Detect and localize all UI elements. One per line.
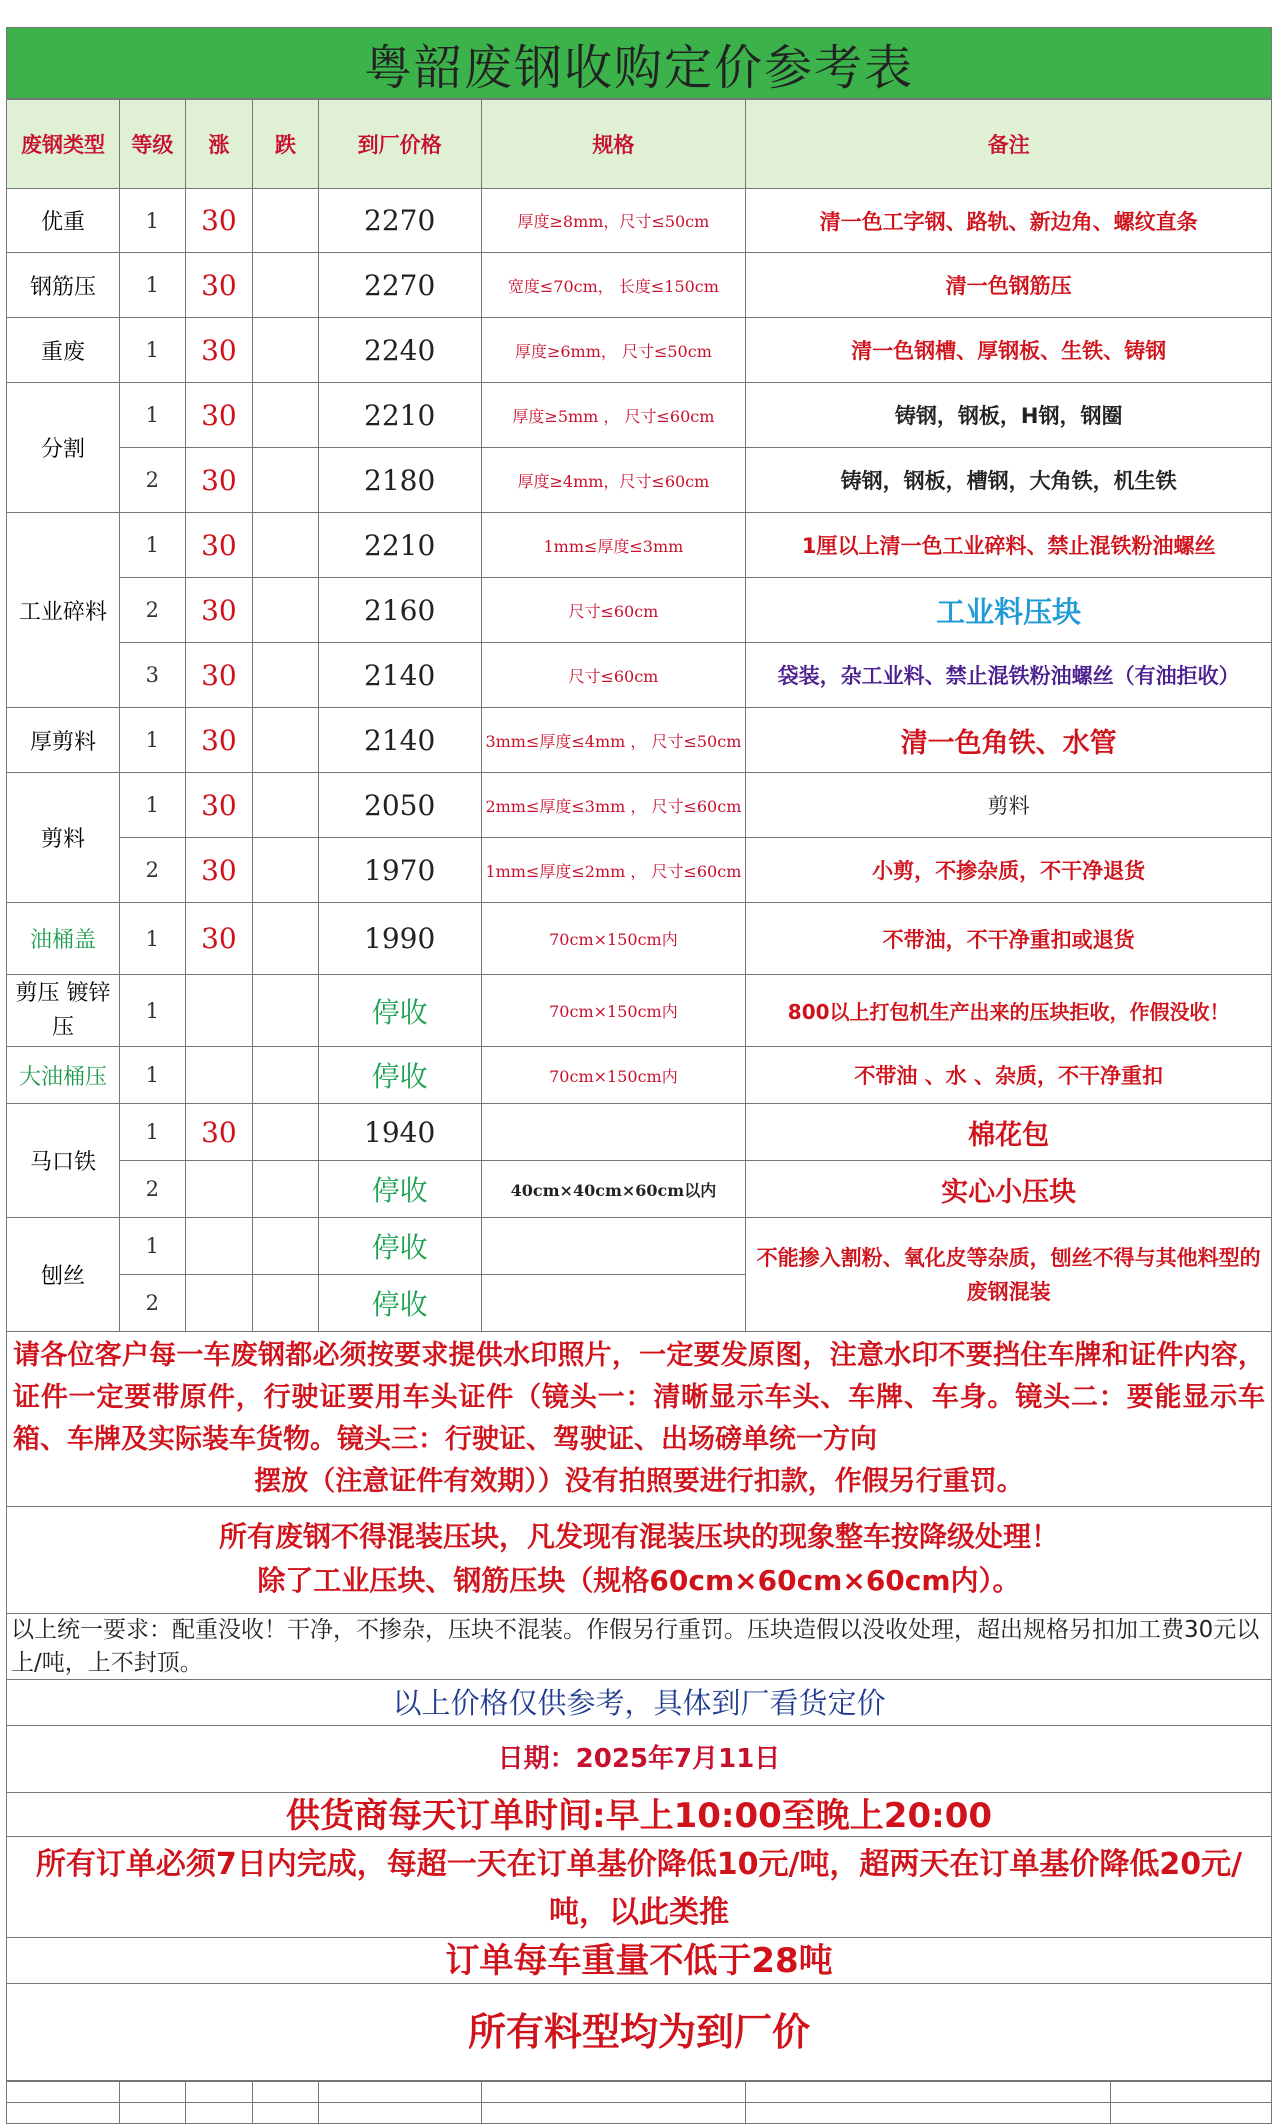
rise-cell: 30 xyxy=(185,578,252,643)
rise-cell: 30 xyxy=(185,643,252,708)
note-cell: 袋装，杂工业料、禁止混铁粉油螺丝（有油拒收） xyxy=(746,643,1272,708)
table-row xyxy=(7,189,1272,253)
table-row xyxy=(7,513,1272,578)
fall-cell xyxy=(252,189,318,253)
price-cell: 2210 xyxy=(318,383,481,448)
note-cell: 剪料 xyxy=(746,773,1272,838)
mixed-block-line1: 所有废钢不得混装压块，凡发现有混装压块的现象整车按降级处理！ xyxy=(218,1520,1059,1553)
rise-cell xyxy=(185,975,252,1047)
empty-row xyxy=(7,2082,1272,2103)
rise-cell: 30 xyxy=(185,383,252,448)
table-row xyxy=(7,318,1272,383)
grade-cell: 1 xyxy=(119,383,185,448)
type-cell: 大油桶压 xyxy=(7,1047,120,1104)
spec-cell: 宽度≤70cm， 长度≤150cm xyxy=(481,253,746,318)
header-rise: 涨 xyxy=(185,100,252,189)
grade-cell: 1 xyxy=(119,513,185,578)
rise-cell xyxy=(185,1275,252,1332)
grade-cell: 1 xyxy=(119,975,185,1047)
price-cell: 停收 xyxy=(318,1218,481,1275)
price-cell: 2210 xyxy=(318,513,481,578)
rise-cell xyxy=(185,1161,252,1218)
spec-cell: 70cm×150cm内 xyxy=(481,903,746,975)
note-cell: 棉花包 xyxy=(746,1104,1272,1161)
table-header-row xyxy=(7,100,1272,189)
rise-cell: 30 xyxy=(185,448,252,513)
price-reference-note: 以上价格仅供参考，具体到厂看货定价 xyxy=(6,1680,1272,1726)
price-table xyxy=(6,99,1272,1332)
watermark-notice-text: 请各位客户每一车废钢都必须按要求提供水印照片，一定要发原图，注意水印不要挡住车牌和证件内容，证件一定要带原件，行驶证要用车头证件（镜头一：清晰显示车头、车牌、车身。镜头二：要能显示车箱、车牌及实际装车货物。镜头三：行驶证、驾驶证、出场磅单统一方向 xyxy=(13,1340,1265,1455)
table-row xyxy=(7,643,1272,708)
type-cell: 厚剪料 xyxy=(7,708,120,773)
rise-cell: 30 xyxy=(185,708,252,773)
rise-cell: 30 xyxy=(185,189,252,253)
note-cell: 小剪，不掺杂质，不干净退货 xyxy=(746,838,1272,903)
price-sheet xyxy=(6,27,1272,2124)
spec-cell: 2mm≤厚度≤3mm ， 尺寸≤60cm xyxy=(481,773,746,838)
date-line: 日期：2025年7月11日 xyxy=(6,1726,1272,1793)
price-cell: 1940 xyxy=(318,1104,481,1161)
note-cell: 铸钢，钢板，H钢，钢圈 xyxy=(746,383,1272,448)
watermark-notice xyxy=(6,1332,1272,1507)
spec-cell: 40cm×40cm×60cm以内 xyxy=(481,1161,746,1218)
fall-cell xyxy=(252,383,318,448)
price-cell: 2140 xyxy=(318,643,481,708)
price-cell: 2160 xyxy=(318,578,481,643)
order-time: 供货商每天订单时间:早上10:00至晚上20:00 xyxy=(6,1793,1272,1837)
grade-cell: 3 xyxy=(119,643,185,708)
note-cell: 铸钢，钢板，槽钢，大角铁，机生铁 xyxy=(746,448,1272,513)
mixed-block-line2: 除了工业压块、钢筋压块（规格60cm×60cm×60cm内）。 xyxy=(257,1564,1021,1597)
grade-cell: 1 xyxy=(119,903,185,975)
note-cell: 不带油 、水 、杂质，不干净重扣 xyxy=(746,1047,1272,1104)
header-grade: 等级 xyxy=(119,100,185,189)
table-row xyxy=(7,383,1272,448)
fall-cell xyxy=(252,708,318,773)
header-note: 备注 xyxy=(746,100,1272,189)
note-cell: 800以上打包机生产出来的压块拒收，作假没收！ xyxy=(746,975,1272,1047)
table-row xyxy=(7,253,1272,318)
fall-cell xyxy=(252,1275,318,1332)
grade-cell: 1 xyxy=(119,1047,185,1104)
price-cell: 停收 xyxy=(318,1275,481,1332)
fall-cell xyxy=(252,773,318,838)
type-cell: 剪料 xyxy=(7,773,120,903)
spec-cell: 厚度≥5mm ， 尺寸≤60cm xyxy=(481,383,746,448)
grade-cell: 1 xyxy=(119,1218,185,1275)
fall-cell xyxy=(252,513,318,578)
mixed-block-notice xyxy=(6,1507,1272,1614)
price-cell: 2270 xyxy=(318,189,481,253)
table-row xyxy=(7,448,1272,513)
table-row xyxy=(7,1218,1272,1275)
rise-cell xyxy=(185,1047,252,1104)
type-cell: 油桶盖 xyxy=(7,903,120,975)
fall-cell xyxy=(252,903,318,975)
fall-cell xyxy=(252,643,318,708)
header-price: 到厂价格 xyxy=(318,100,481,189)
unified-requirements: 以上统一要求：配重没收！干净，不掺杂，压块不混装。作假另行重罚。压块造假以没收处理，超出规格另扣加工费30元以上/吨，上不封顶。 xyxy=(6,1614,1272,1680)
price-cell: 2050 xyxy=(318,773,481,838)
spec-cell xyxy=(481,1218,746,1275)
type-cell: 钢筋压 xyxy=(7,253,120,318)
price-cell: 2270 xyxy=(318,253,481,318)
price-cell: 2140 xyxy=(318,708,481,773)
table-row xyxy=(7,578,1272,643)
type-cell: 剪压 镀锌压 xyxy=(7,975,120,1047)
price-cell: 1990 xyxy=(318,903,481,975)
fall-cell xyxy=(252,448,318,513)
grade-cell: 2 xyxy=(119,1161,185,1218)
price-cell: 停收 xyxy=(318,1161,481,1218)
rise-cell: 30 xyxy=(185,513,252,578)
table-row xyxy=(7,975,1272,1047)
note-cell: 工业料压块 xyxy=(746,578,1272,643)
table-row xyxy=(7,1047,1272,1104)
spec-cell: 尺寸≤60cm xyxy=(481,643,746,708)
price-cell: 2180 xyxy=(318,448,481,513)
spec-cell xyxy=(481,1104,746,1161)
spec-cell xyxy=(481,1275,746,1332)
watermark-notice-end: 摆放（注意证件有效期））没有拍照要进行扣款，作假另行重罚。 xyxy=(254,1466,1024,1497)
grade-cell: 1 xyxy=(119,1104,185,1161)
sheet-title: 粤韶废钢收购定价参考表 xyxy=(6,27,1272,99)
type-cell: 刨丝 xyxy=(7,1218,120,1332)
grade-cell: 1 xyxy=(119,708,185,773)
type-cell: 优重 xyxy=(7,189,120,253)
spec-cell: 1mm≤厚度≤3mm xyxy=(481,513,746,578)
fall-cell xyxy=(252,975,318,1047)
price-cell: 2240 xyxy=(318,318,481,383)
note-cell: 实心小压块 xyxy=(746,1161,1272,1218)
table-row xyxy=(7,838,1272,903)
rise-cell: 30 xyxy=(185,773,252,838)
spec-cell: 1mm≤厚度≤2mm ， 尺寸≤60cm xyxy=(481,838,746,903)
rise-cell: 30 xyxy=(185,903,252,975)
grade-cell: 1 xyxy=(119,189,185,253)
empty-row xyxy=(7,2103,1272,2124)
table-row xyxy=(7,1104,1272,1161)
fall-cell xyxy=(252,838,318,903)
rise-cell: 30 xyxy=(185,318,252,383)
fall-cell xyxy=(252,1104,318,1161)
note-cell: 清一色钢筋压 xyxy=(746,253,1272,318)
type-cell: 工业碎料 xyxy=(7,513,120,708)
note-cell: 清一色角铁、水管 xyxy=(746,708,1272,773)
rise-cell xyxy=(185,1218,252,1275)
note-cell: 不带油，不干净重扣或退货 xyxy=(746,903,1272,975)
spec-cell: 厚度≥6mm， 尺寸≤50cm xyxy=(481,318,746,383)
note-cell: 清一色钢槽、厚钢板、生铁、铸钢 xyxy=(746,318,1272,383)
price-cell: 停收 xyxy=(318,975,481,1047)
table-row xyxy=(7,1161,1272,1218)
grade-cell: 2 xyxy=(119,578,185,643)
header-fall: 跌 xyxy=(252,100,318,189)
fall-cell xyxy=(252,253,318,318)
spec-cell: 70cm×150cm内 xyxy=(481,1047,746,1104)
fall-cell xyxy=(252,1161,318,1218)
rise-cell: 30 xyxy=(185,1104,252,1161)
spec-cell: 3mm≤厚度≤4mm ， 尺寸≤50cm xyxy=(481,708,746,773)
header-spec: 规格 xyxy=(481,100,746,189)
spec-cell: 厚度≥4mm，尺寸≤60cm xyxy=(481,448,746,513)
grade-cell: 1 xyxy=(119,318,185,383)
grade-cell: 1 xyxy=(119,773,185,838)
table-row xyxy=(7,708,1272,773)
spec-cell: 厚度≥8mm，尺寸≤50cm xyxy=(481,189,746,253)
note-cell: 清一色工字钢、路轨、新边角、螺纹直条 xyxy=(746,189,1272,253)
note-cell: 1厘以上清一色工业碎料、禁止混铁粉油螺丝 xyxy=(746,513,1272,578)
grade-cell: 2 xyxy=(119,448,185,513)
fall-cell xyxy=(252,318,318,383)
factory-price-note: 所有料型均为到厂价 xyxy=(6,1984,1272,2081)
type-cell: 分割 xyxy=(7,383,120,513)
type-cell: 马口铁 xyxy=(7,1104,120,1218)
table-row xyxy=(7,903,1272,975)
rise-cell: 30 xyxy=(185,838,252,903)
rise-cell: 30 xyxy=(185,253,252,318)
grade-cell: 1 xyxy=(119,253,185,318)
fall-cell xyxy=(252,578,318,643)
fall-cell xyxy=(252,1047,318,1104)
grade-cell: 2 xyxy=(119,1275,185,1332)
empty-grid xyxy=(6,2081,1272,2124)
price-cell: 1970 xyxy=(318,838,481,903)
header-type: 废钢类型 xyxy=(7,100,120,189)
fall-cell xyxy=(252,1218,318,1275)
min-weight: 订单每车重量不低于28吨 xyxy=(6,1938,1272,1984)
table-row xyxy=(7,773,1272,838)
order-deadline: 所有订单必须7日内完成，每超一天在订单基价降低10元/吨，超两天在订单基价降低20元/吨，以此类推 xyxy=(6,1837,1272,1938)
spec-cell: 尺寸≤60cm xyxy=(481,578,746,643)
note-cell: 不能掺入割粉、氧化皮等杂质，刨丝不得与其他料型的废钢混装 xyxy=(746,1218,1272,1332)
spec-cell: 70cm×150cm内 xyxy=(481,975,746,1047)
price-cell: 停收 xyxy=(318,1047,481,1104)
type-cell: 重废 xyxy=(7,318,120,383)
grade-cell: 2 xyxy=(119,838,185,903)
